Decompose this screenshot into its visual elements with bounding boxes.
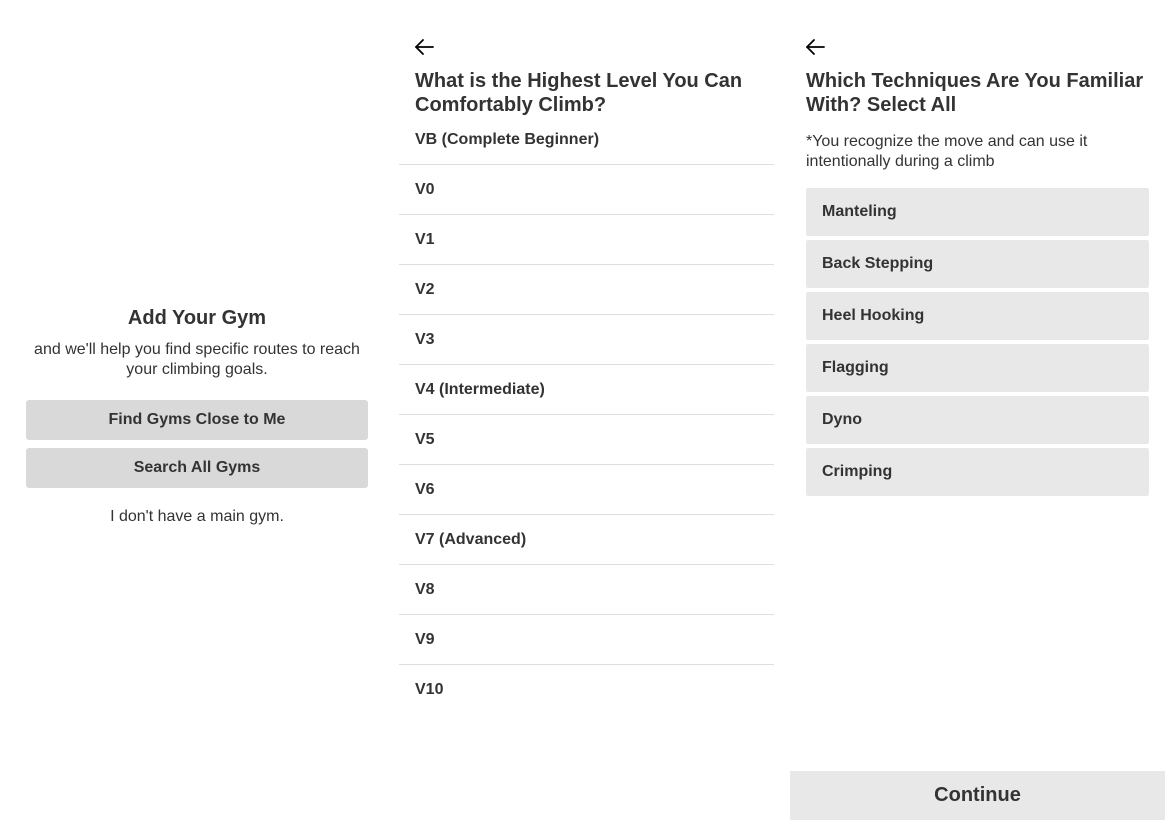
level-option[interactable]: V2: [399, 265, 774, 315]
level-option[interactable]: V1: [399, 215, 774, 265]
climb-level-list: [399, 115, 774, 714]
back-arrow-icon[interactable]: [804, 36, 826, 58]
technique-option[interactable]: Back Stepping: [806, 240, 1149, 288]
technique-option[interactable]: Dyno: [806, 396, 1149, 444]
level-option[interactable]: V8: [399, 565, 774, 615]
add-gym-title: Add Your Gym: [127, 307, 267, 329]
add-gym-content: [26, 305, 368, 526]
level-option[interactable]: V3: [399, 315, 774, 365]
technique-option[interactable]: Heel Hooking: [806, 292, 1149, 340]
level-option[interactable]: V9: [399, 615, 774, 665]
add-gym-screen: [0, 0, 391, 828]
climb-level-title: What is the Highest Level You Can Comfortably Climb?: [415, 70, 743, 116]
search-all-gyms-button[interactable]: Search All Gyms: [26, 448, 368, 488]
technique-option[interactable]: Flagging: [806, 344, 1149, 392]
technique-option[interactable]: Manteling: [806, 188, 1149, 236]
continue-button[interactable]: Continue: [790, 771, 1165, 820]
level-option[interactable]: V6: [399, 465, 774, 515]
level-option[interactable]: V4 (Intermediate): [399, 365, 774, 415]
techniques-title: Which Techniques Are You Familiar With? Select All: [806, 70, 1144, 116]
techniques-screen: [790, 0, 1165, 828]
level-option[interactable]: VB (Complete Beginner): [399, 115, 774, 165]
climb-level-screen: [399, 0, 774, 828]
techniques-note: *You recognize the move and can use it intentionally during a climb: [806, 133, 1088, 170]
level-option[interactable]: V10: [415, 681, 444, 698]
add-gym-subtitle: and we'll help you find specific routes to reach your climbing goals.: [34, 341, 360, 378]
level-option[interactable]: V7 (Advanced): [399, 515, 774, 565]
level-option[interactable]: V5: [399, 415, 774, 465]
find-gyms-close-button[interactable]: Find Gyms Close to Me: [26, 400, 368, 440]
technique-option[interactable]: Crimping: [806, 448, 1149, 496]
back-arrow-icon[interactable]: [413, 36, 435, 58]
level-option[interactable]: V0: [399, 165, 774, 215]
techniques-list: [806, 188, 1149, 500]
no-main-gym-link[interactable]: I don't have a main gym.: [110, 508, 284, 525]
